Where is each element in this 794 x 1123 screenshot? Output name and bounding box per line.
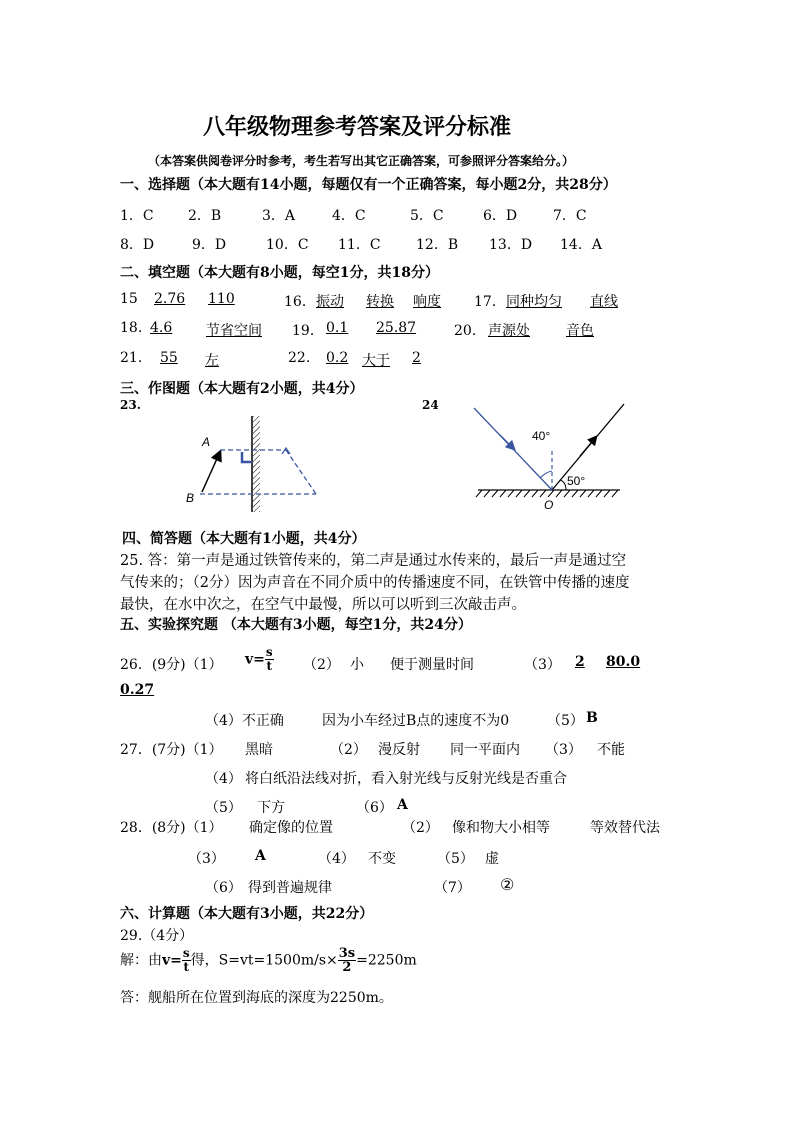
q28-4-blank: 不变 [368, 851, 396, 867]
q27-2-blank-2: 同一平面内 [450, 742, 520, 758]
fraction-den: t [183, 960, 190, 974]
q26-2-blank-2: 便于测量时间 [390, 657, 474, 673]
fraction-num: s [182, 946, 190, 960]
incident-ray-arrow [500, 435, 514, 449]
scoring-note: （本答案供阅卷评分时参考，考生若写出其它正确答案，可参照评分答案给分。） [148, 154, 575, 168]
q27-3-blank: 不能 [597, 742, 625, 758]
label-O: O [544, 498, 554, 512]
fraction-3s-over-2 [338, 947, 356, 974]
angle-arc-50 [560, 480, 566, 490]
fraction-den: t [266, 659, 273, 673]
page-title: 八年级物理参考答案及评分标准 [203, 115, 512, 140]
q20-blank-2: 音色 [566, 323, 594, 339]
section6-header: 六、计算题（本大题有3小题，共22分） [120, 906, 374, 922]
q28-2-blank-1: 像和物大小相等 [452, 820, 550, 836]
q26-3-blank-2: 80.0 [606, 654, 641, 670]
q25-line-1: 25. 答：第一声是通过铁管传来的，第二声是通过水传来的，最后一声是通过空 [120, 553, 627, 569]
q27-part6: （6） [356, 800, 393, 816]
q28-7-blank: ② [500, 875, 515, 894]
q26-formula [245, 646, 274, 673]
section1-header: 一、选择题（本大题有14小题，每题仅有一个正确答案，每小题2分，共28分） [120, 177, 617, 193]
mc-answer: 10．C [266, 237, 309, 253]
q27-part3: （3） [545, 742, 582, 758]
q22-blank-1: 0.2 [326, 350, 349, 366]
q16-blank-1: 振动 [316, 294, 344, 310]
section3-header: 三、作图题（本大题有2小题，共4分） [120, 381, 364, 397]
plane-mirror-diagram [180, 410, 330, 520]
q19-blank-1: 0.1 [326, 320, 349, 336]
fraction-num: s [265, 645, 273, 659]
q21-blank-1: 55 [160, 350, 178, 366]
label-A: A [202, 435, 211, 449]
fraction-num: 3s [338, 946, 356, 961]
q29-solution [120, 947, 417, 974]
section2-header: 二、填空题（本大题有8小题，每空1分，共18分） [120, 265, 439, 281]
solution-prefix: 解：由 [120, 952, 162, 969]
mc-answer: 5．C [410, 208, 444, 224]
q28-part5: （5） [437, 851, 474, 867]
mc-answer: 11．C [338, 237, 381, 253]
q21-number: 21. [120, 350, 143, 366]
fraction-s-over-t [265, 646, 274, 673]
q28-2-blank-2: 等效替代法 [590, 820, 660, 836]
q28-part3: （3） [188, 851, 225, 867]
q27-2-blank-1: 漫反射 [378, 742, 420, 758]
q21-blank-2: 左 [205, 353, 219, 369]
q18-blank-1: 4.6 [150, 320, 173, 336]
q28-part6: （6） [205, 880, 242, 896]
q27-part2: （2） [330, 742, 367, 758]
q26-5-blank: B [586, 710, 598, 726]
mc-answer: 1．C [120, 208, 154, 224]
q19-blank-2: 25.87 [376, 320, 417, 336]
q27-part5: （5） [205, 800, 242, 816]
angle-label-50: 50° [567, 474, 586, 488]
q22-blank-2: 大于 [362, 353, 390, 369]
q17-number: 17． [474, 294, 506, 310]
surface-hatch [476, 490, 618, 497]
reflection-diagram [470, 398, 630, 513]
q26-part5: （5） [547, 713, 584, 729]
mc-answer: 12．B [416, 237, 459, 253]
object-arrow [202, 452, 220, 492]
q27-4-blank: 将白纸沿法线对折，看入射光线与反射光线是否重合 [245, 771, 567, 787]
q17-blank-1: 同种均匀 [506, 294, 562, 310]
q26-4-reason: 因为小车经过B点的速度不为0 [322, 713, 510, 729]
q27-part4: （4） [205, 771, 242, 787]
q28-part2: （2） [402, 820, 439, 836]
q23-number: 23. [120, 398, 141, 412]
q28-1-blank: 确定像的位置 [249, 820, 333, 836]
q26-part4: （4）不正确 [205, 713, 284, 729]
q26-2-blank-1: 小 [350, 657, 364, 673]
label-B: B [186, 491, 195, 505]
q15-blank-2: 110 [208, 291, 235, 307]
mc-answer: 6．D [483, 208, 518, 224]
q15-number: 15 [120, 291, 138, 307]
q26-part3: （3） [524, 657, 561, 673]
q26-part2: （2） [303, 657, 340, 673]
q18-number: 18. [120, 320, 143, 336]
mc-answer: 8．D [120, 237, 155, 253]
q28-3-blank: A [255, 848, 266, 864]
solution-result: =2250m [356, 952, 417, 969]
q28-number: 28．(8分)（1） [120, 820, 223, 836]
q27-number: 27．(7分)（1） [120, 742, 223, 758]
q25-line-2: 气传来的；（2分）因为声音在不同介质中的传播速度不同，在铁管中传播的速度 [120, 575, 630, 591]
mc-answer: 2．B [188, 208, 222, 224]
q27-5-blank: 下方 [257, 800, 285, 816]
q20-blank-1: 声源处 [488, 323, 530, 339]
q16-blank-3: 响度 [413, 294, 441, 310]
q28-5-blank: 虚 [485, 851, 499, 867]
q15-blank-1: 2.76 [154, 291, 186, 307]
q16-number: 16． [284, 294, 316, 310]
q19-number: 19． [292, 323, 324, 339]
mc-answer: 9．D [192, 237, 227, 253]
q17-blank-2: 直线 [590, 294, 618, 310]
right-angle-mark [242, 452, 252, 462]
q29-answer: 答：舰船所在位置到海底的深度为2250m。 [120, 990, 393, 1006]
reflected-ray-arrow [580, 437, 596, 456]
mc-answer: 7．C [553, 208, 587, 224]
mirror-hatch [253, 416, 260, 512]
formula-v: v= [245, 651, 265, 668]
q24-number: 24 [422, 398, 439, 412]
q18-blank-2: 节省空间 [206, 323, 262, 339]
q27-1-blank: 黑暗 [245, 742, 273, 758]
angle-arc-40 [540, 471, 552, 478]
q20-number: 20． [454, 323, 486, 339]
formula-v: v= [162, 952, 182, 969]
mc-answer: 13．D [489, 237, 533, 253]
q26-3-blank-3: 0.27 [120, 682, 155, 698]
q26-3-blank-1: 2 [575, 654, 585, 670]
angle-label-40: 40° [532, 429, 551, 443]
fraction-s-over-t [182, 947, 191, 974]
fraction-den: 2 [342, 960, 352, 975]
image-line [286, 450, 316, 494]
section5-header: 五、实验探究题 （本大题有3小题，每空1分，共24分） [120, 617, 472, 633]
q25-line-3: 最快，在水中次之，在空气中最慢，所以可以听到三次敲击声。 [120, 597, 526, 613]
q28-6-blank: 得到普遍规律 [248, 880, 332, 896]
solution-middle: 得，S=vt=1500m/s× [190, 952, 338, 969]
q29-number: 29.（4分） [120, 928, 194, 944]
mc-answer: 3．A [262, 208, 296, 224]
q22-number: 22. [288, 350, 311, 366]
q28-part4: （4） [318, 851, 355, 867]
mc-answer: 4．C [332, 208, 366, 224]
q16-blank-2: 转换 [366, 294, 394, 310]
section4-header: 四、简答题（本大题有1小题，共4分） [122, 531, 366, 547]
q26-number: 26．(9分)（1） [120, 657, 223, 673]
mc-answer: 14．A [560, 237, 602, 253]
q22-blank-3: 2 [412, 350, 421, 366]
q27-6-blank: A [397, 797, 408, 813]
q28-part7: （7） [434, 880, 471, 896]
